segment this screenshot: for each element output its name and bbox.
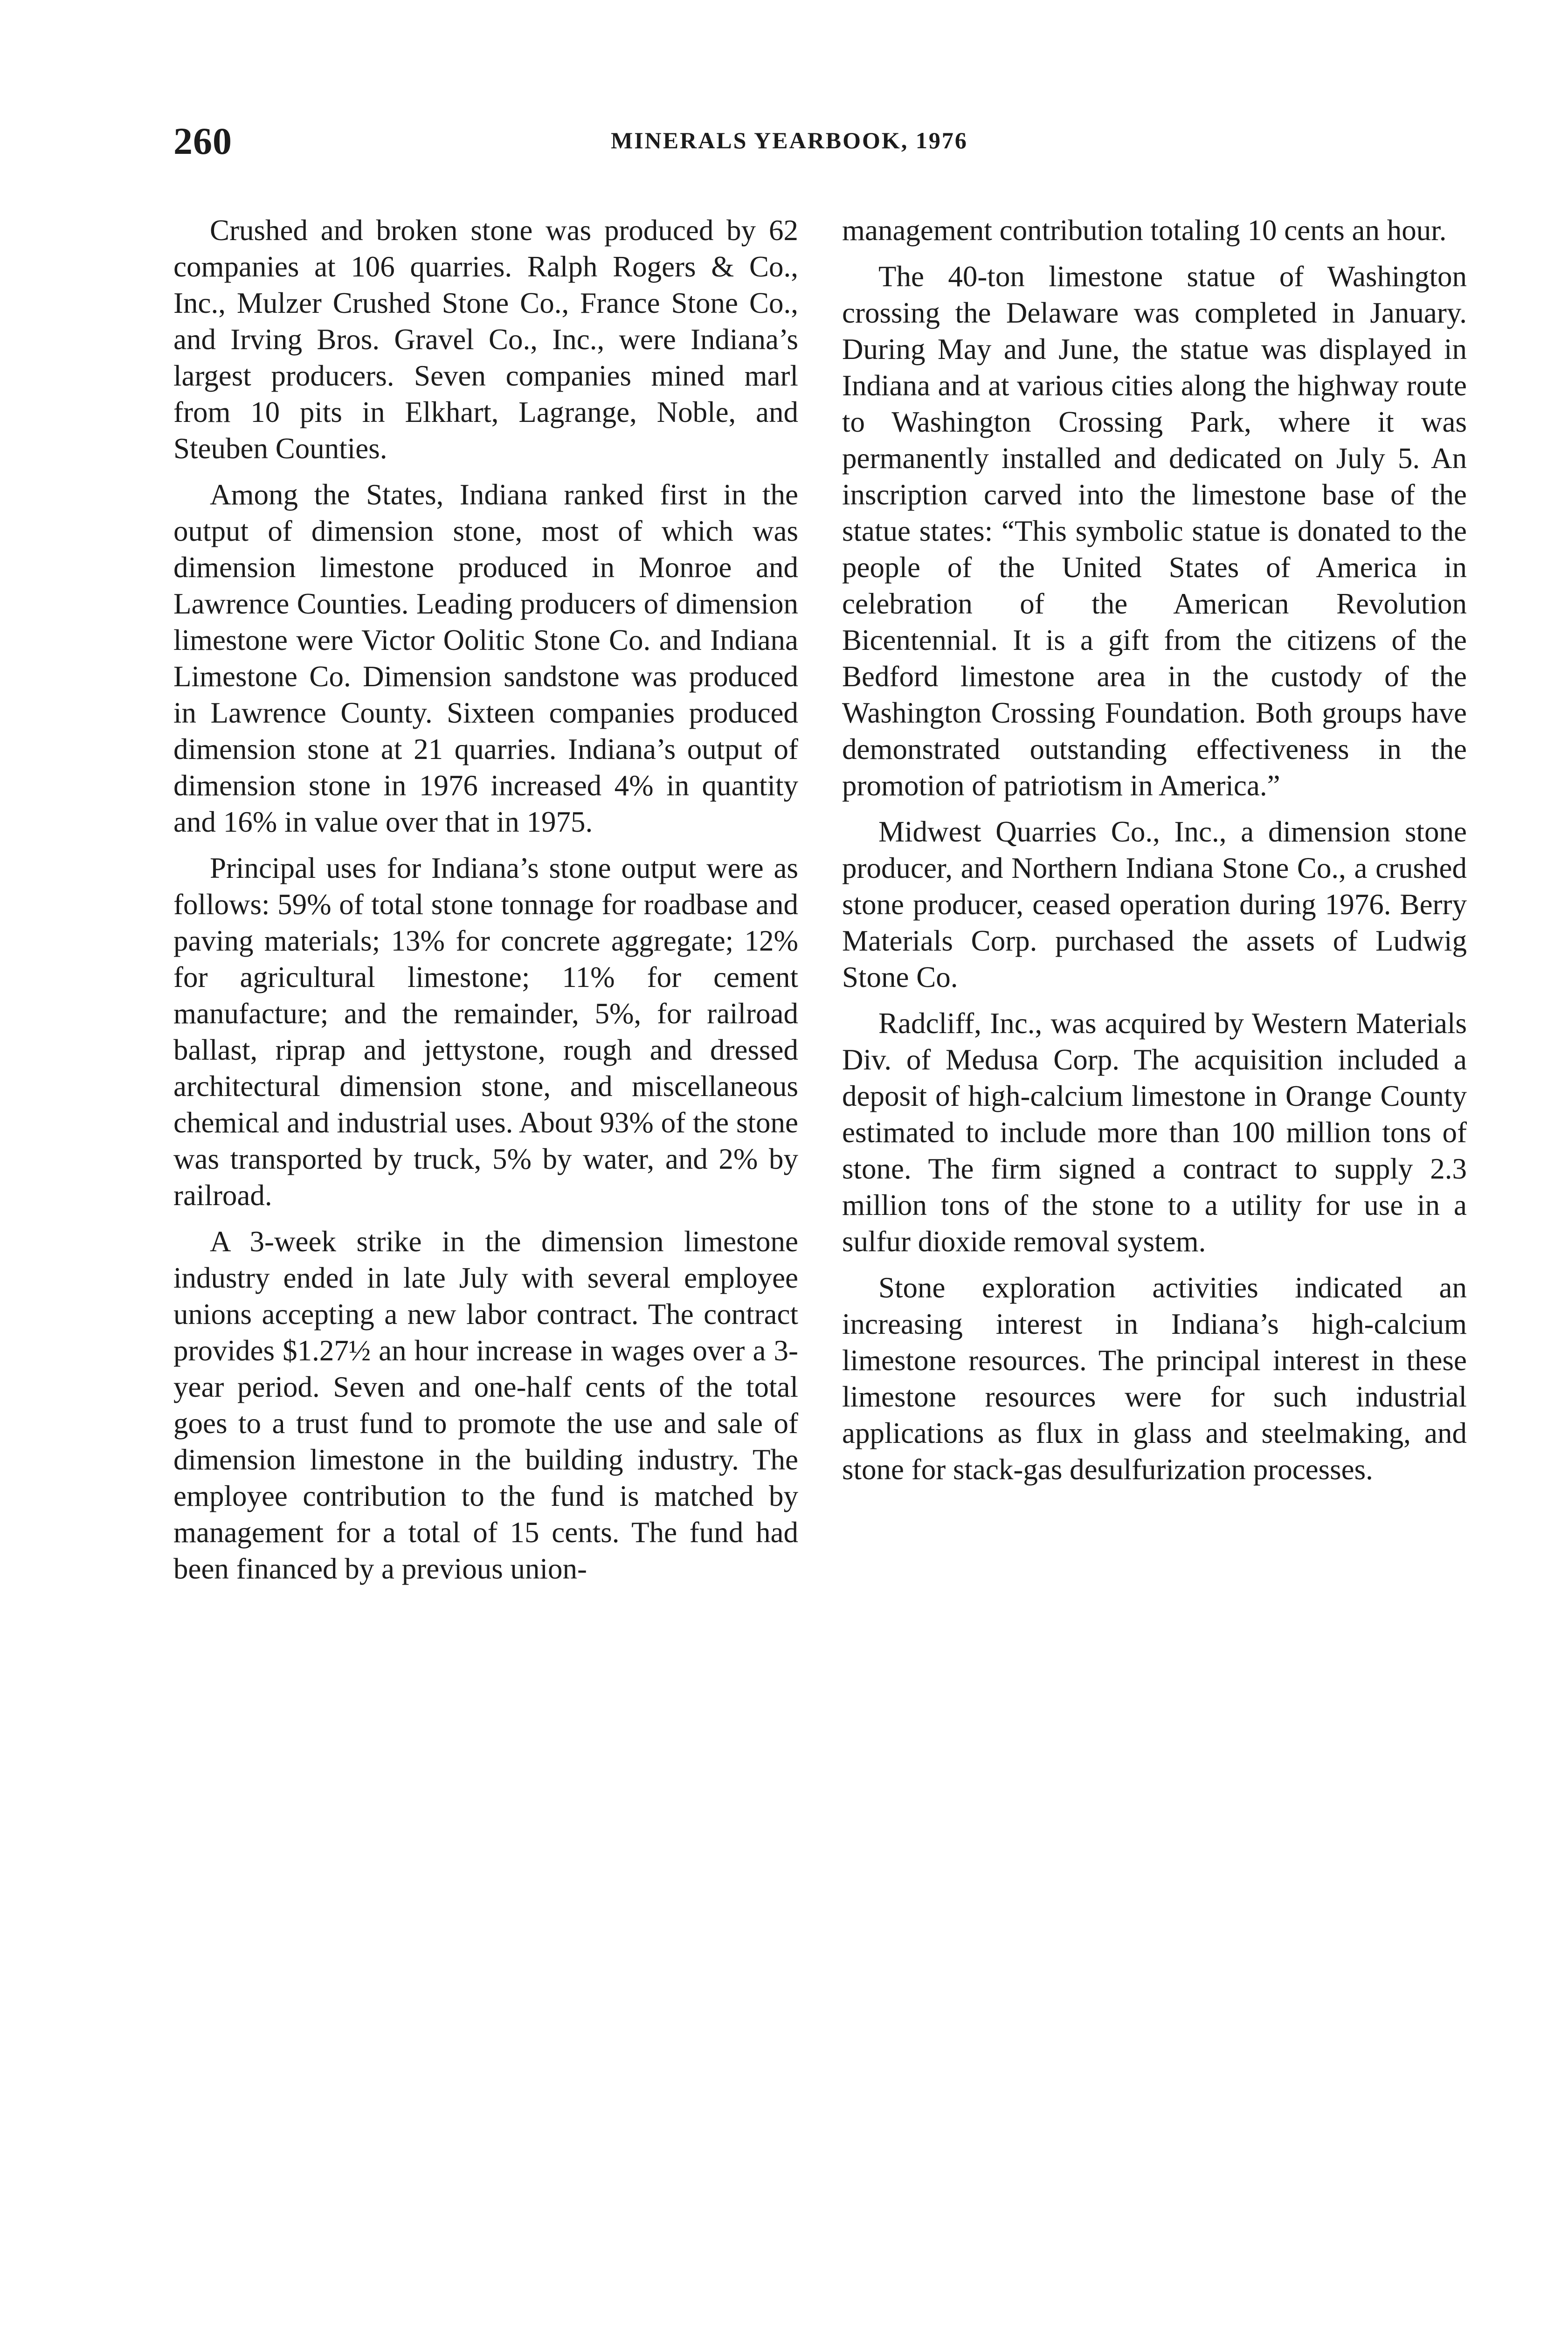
paragraph-washington-statue: The 40-ton limestone statue of Washington crossing the Delaware was completed in January. During May and June, the statue was displayed in Indiana and at various cities along the highway route to Washington Crossing Park, where it was permanently installed and dedicated on July 5. An inscription carved into the limestone base of the statue states: “This symbolic statue is donated to the people of the United States of America in celebration of the American Revolution Bicentennial. It is a gift from the citizens of the Bedford limestone area in the custody of the Washington Crossing Foundation. Both groups have demonstrated outstanding effectiveness in the promotion of patriotism in America.” [842,260,1467,802]
paragraph-principal-uses: Principal uses for Indiana’s stone output were as follows: 59% of total stone tonnage for roadbase and paving materials; 13% for concrete aggregate; 12% for agricultural limestone; 11% for cement manufacture; and the remainder, 5%, for railroad ballast, riprap and jettystone, rough and dressed architectural dimension stone, and miscellaneous chemical and industrial uses. About 93% of the stone was transported by truck, 5% by water, and 2% by railroad. [173,852,798,1212]
paragraph-ceased-operation: Midwest Quarries Co., Inc., a dimension stone producer, and Northern Indiana Stone Co., a crushed stone producer, ceased operation during 1976. Berry Materials Corp. purchased the assets of Ludwig Stone Co. [842,815,1467,993]
paragraph-strike: A 3-week strike in the dimension limestone industry ended in late July with several employee unions accepting a new labor contract. The contract provides $1.27½ an hour increase in wages over a 3-year period. Seven and one-half cents of the total goes to a trust fund to promote the use and sale of dimension limestone in the building industry. The employee contribution to the fund is matched by management for a total of 15 cents. The fund had been financed by a previous union- [173,1225,798,1585]
page-number: 260 [173,120,232,162]
paragraph-dimension-stone: Among the States, Indiana ranked first in the output of dimension stone, most of which was dimension limestone produced in Monroe and Lawrence Counties. Leading producers of dimension limestone were Victor Oolitic Stone Co. and Indiana Limestone Co. Dimension sandstone was produced in Lawrence County. Sixteen companies produced dimension stone at 21 quarries. Indiana’s output of dimension stone in 1976 increased 4% in quantity and 16% in value over that in 1975. [173,478,798,838]
left-column [173,212,798,1597]
right-column [842,212,1467,1497]
paragraph-continuation: management contribution totaling 10 cents an hour. [842,214,1447,247]
paragraph-exploration: Stone exploration activities indicated an increasing interest in Indiana’s high-calcium limestone resources. The principal interest in these limestone resources were for such industrial applications as flux in glass and steelmaking, and stone for stack-gas desulfurization processes. [842,1271,1467,1486]
paragraph-crushed-stone: Crushed and broken stone was produced by 62 companies at 106 quarries. Ralph Rogers & Co., Inc., Mulzer Crushed Stone Co., France Stone Co., and Irving Bros. Gravel Co., Inc., were Indiana’s largest producers. Seven companies mined marl from 10 pits in Elkhart, Lagrange, Noble, and Steuben Counties. [173,214,798,465]
paragraph-radcliff: Radcliff, Inc., was acquired by Western Materials Div. of Medusa Corp. The acquisition included a deposit of high-calcium limestone in Orange County estimated to include more than 100 million tons of stone. The firm signed a contract to supply 2.3 million tons of the stone to a utility for use in a sulfur dioxide removal system. [842,1007,1467,1258]
running-head: MINERALS YEARBOOK, 1976 [611,127,968,153]
